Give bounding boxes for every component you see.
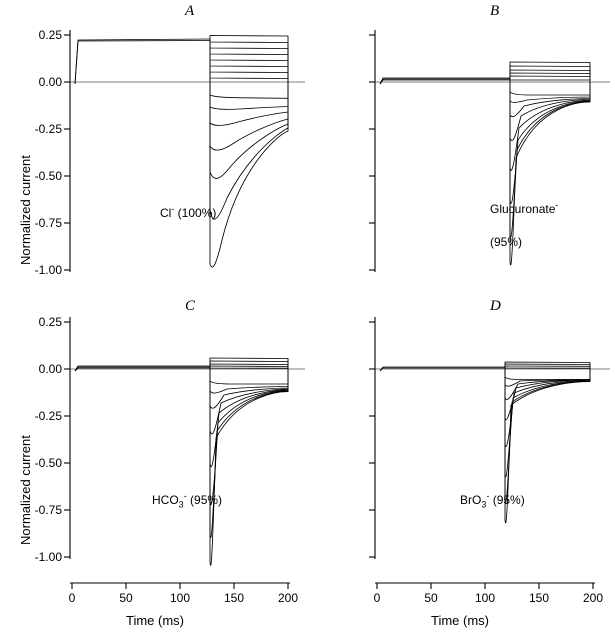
panel-c-ytick-2: -0.25 xyxy=(34,409,62,423)
panel-b xyxy=(305,0,615,300)
panel-c-xtick-0: 0 xyxy=(68,591,76,605)
panel-c-traces xyxy=(75,358,288,565)
panel-b-annotation-line2: (95%) xyxy=(490,235,523,249)
panel-a-ion-name: Cl xyxy=(160,206,172,220)
panel-a-percent: (100%) xyxy=(174,206,217,220)
panel-b-traces xyxy=(380,62,590,265)
panel-c-ytick-5: -1.00 xyxy=(34,550,62,564)
panel-c-ytick-4: -0.75 xyxy=(34,503,62,517)
panel-letter-b: B xyxy=(490,3,500,19)
panel-c-ion-name: HCO xyxy=(152,493,179,507)
x-axis-label-left: Time (ms) xyxy=(126,613,185,628)
panel-b-charge: - xyxy=(555,200,559,210)
panel-a-ytick-3: -0.50 xyxy=(34,169,62,183)
panel-c-ytick-0: 0.25 xyxy=(38,315,62,329)
panel-letter-c: C xyxy=(185,298,196,314)
panel-d-xtick-3: 150 xyxy=(528,591,550,605)
panel-b-ion-name: Glucuronate xyxy=(490,202,556,216)
panel-letter-a: A xyxy=(185,3,195,19)
panel-d-xtick-4: 200 xyxy=(582,591,604,605)
panel-c-plot xyxy=(0,286,310,596)
panel-d xyxy=(305,286,615,596)
panel-c-percent: (95%) xyxy=(186,493,223,507)
panel-c-ytick-1: 0.00 xyxy=(38,362,62,376)
panel-d-charge: - xyxy=(486,491,490,501)
panel-d-ion-name: BrO xyxy=(460,493,482,507)
panel-d-subscript: 3 xyxy=(481,499,487,510)
panel-a-traces xyxy=(75,36,288,268)
panel-a-ytick-5: -1.00 xyxy=(34,263,62,277)
panel-d-percent: (95%) xyxy=(489,493,525,507)
x-axis-label-right: Time (ms) xyxy=(431,613,490,628)
panel-d-plot xyxy=(305,286,615,596)
panel-c-xtick-1: 50 xyxy=(119,591,133,605)
panel-a-ytick-1: 0.00 xyxy=(38,75,62,89)
panel-c-xtick-2: 100 xyxy=(169,591,191,605)
panel-a-plot xyxy=(0,0,310,300)
panel-a-ytick-2: -0.25 xyxy=(34,122,62,136)
panel-d-xtick-0: 0 xyxy=(373,591,381,605)
panel-a-ytick-0: 0.25 xyxy=(38,28,62,42)
panel-c-subscript: 3 xyxy=(178,499,184,510)
panel-letter-d: D xyxy=(490,298,501,314)
y-axis-label-bottom: Normalized current xyxy=(18,435,33,545)
y-axis-label-top: Normalized current xyxy=(18,155,33,265)
panel-c-xtick-3: 150 xyxy=(223,591,245,605)
panel-a xyxy=(0,0,310,300)
panel-c-xtick-4: 200 xyxy=(277,591,299,605)
panel-c-ytick-3: -0.50 xyxy=(34,456,62,470)
panel-d-xtick-2: 100 xyxy=(474,591,496,605)
panel-d-traces xyxy=(380,362,590,523)
panel-a-charge: - xyxy=(171,204,175,214)
panel-d-xtick-1: 50 xyxy=(424,591,438,605)
panel-c-charge: - xyxy=(183,491,187,501)
panel-c xyxy=(0,286,310,596)
panel-a-ytick-4: -0.75 xyxy=(34,216,62,230)
panel-b-plot xyxy=(305,0,615,300)
